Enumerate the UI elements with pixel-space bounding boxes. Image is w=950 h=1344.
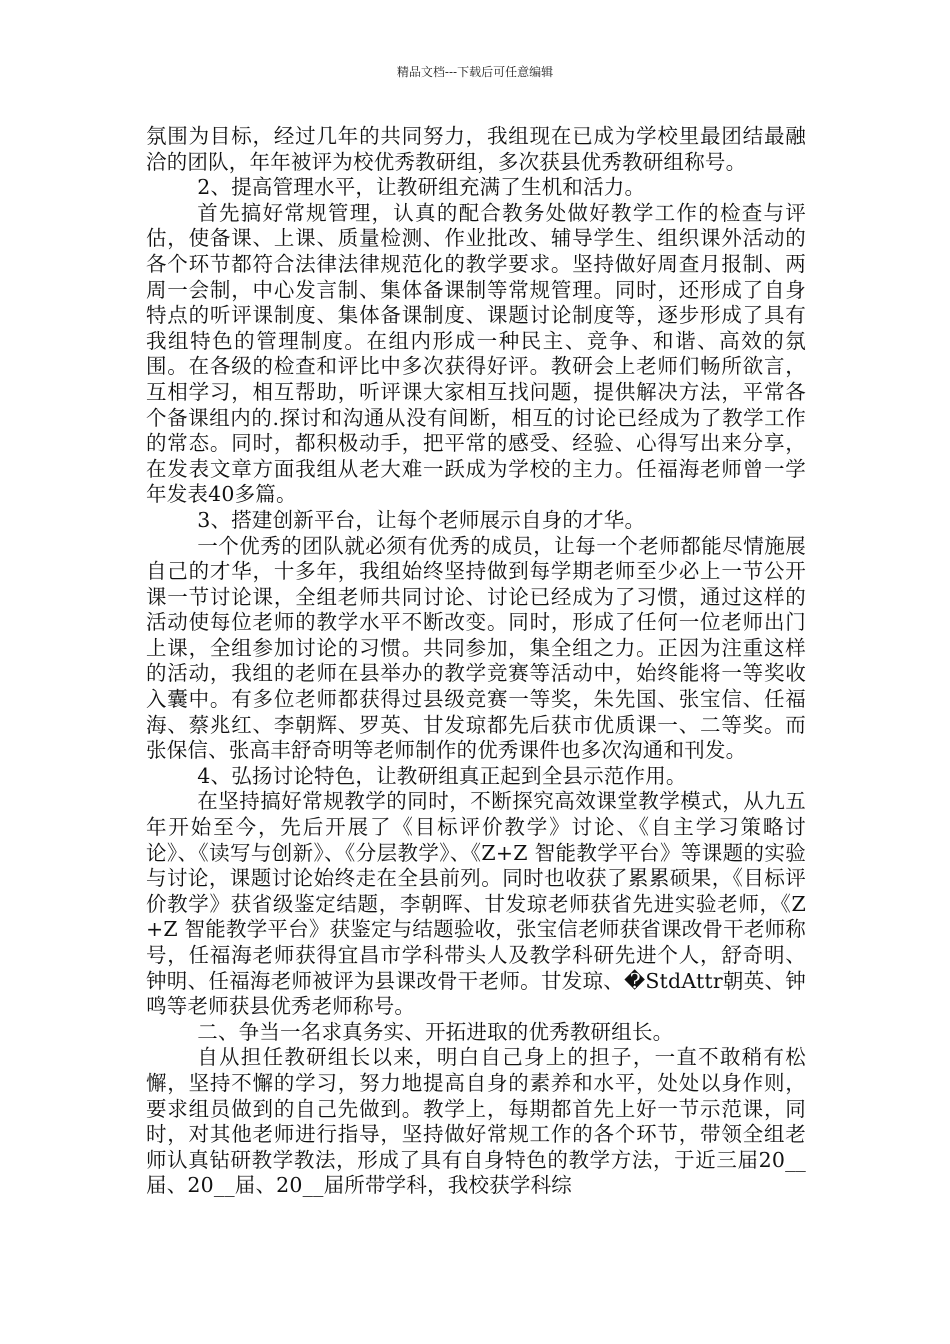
heading-management-level: 2、提高管理水平，让教研组充满了生机和活力。 [197, 175, 646, 200]
paragraph-continuation: 氛围为目标，经过几年的共同努力，我组现在已成为学校里最团结最融洽的团队，年年被评为校优秀教研组，多次获县优秀教研组称号。 [146, 124, 806, 174]
heading-section-two: 二、争当一名求真务实、开拓进取的优秀教研组长。 [197, 1019, 674, 1044]
document-body [146, 124, 806, 1199]
heading-research-features: 4、弘扬讨论特色，让教研组真正起到全县示范作用。 [197, 763, 687, 788]
paragraph-group-leader: 自从担任教研组长以来，明白自己身上的担子，一直不敢稍有松懈，坚持不懈的学习，努力地提高自身的素养和水平，处处以身作则，要求组员做到的自己先做到。教学上，每期都首先上好一节示范课，同时，对其他老师进行指导，坚持做好常规工作的各个环节，带领全组老师认真钻研教学教法，形成了具有自身特色的教学方法，于近三届20__届、20__届、20__届所带学科，我校获学科综 [146, 1045, 806, 1198]
paragraph-routine-management: 首先搞好常规管理，认真的配合教务处做好教学工作的检查与评估，使备课、上课、质量检测、作业批改、辅导学生、组织课外活动的各个环节都符合法律法律规范化的教学要求。坚持做好周查月报制、两周一会制，中心发言制、集体备课制等常规管理。同时，还形成了自身特点的听评课制度、集体备课制度、课题讨论制度等，逐步形成了具有我组特色的管理制度。在组内形成一种民主、竞争、和谐、高效的氛围。在各级的检查和评比中多次获得好评。教研会上老师们畅所欲言，互相学习，相互帮助，听评课大家相互找问题，提供解决方法，平常各个备课组内的.探讨和沟通从没有间断，相互的讨论已经成为了教学工作的常态。同时，都积极动手，把平常的感受、经验、心得写出来分享，在发表文章方面我组从老大难一跃成为学校的主力。任福海老师曾一学年发表40多篇。 [146, 200, 806, 507]
heading-innovation-platform: 3、搭建创新平台，让每个老师展示自身的才华。 [197, 507, 646, 532]
paragraph-classroom-research: 在坚持搞好常规教学的同时，不断探究高效课堂教学模式，从九五年开始至今，先后开展了《目标评价教学》讨论、《自主学习策略讨论》、《读写与创新》、《分层教学》、《Z+Z 智能教学平台》等课题的实验与讨论，课题讨论始终走在全县前列。同时也收获了累累硕果，《目标评价教学》获省级鉴定结题，李朝晖、甘发琼老师获省先进实验老师，《Z+Z 智能教学平台》获鉴定与结题验收，张宝信老师获省课改骨干老师称号，任福海老师获得宜昌市学科带头人及教学科研先进个人，舒奇明、钟明、任福海老师被评为县课改骨干老师。甘发琼、�StdAttr朝英、钟鸣等老师获县优秀老师称号。 [146, 789, 806, 1019]
page-header: 精品文档---下载后可任意编辑 [396, 65, 554, 79]
paragraph-excellent-team: 一个优秀的团队就必须有优秀的成员，让每一个老师都能尽情施展自己的才华，十多年，我组始终坚持做到每学期老师至少必上一节公开课一节讨论课，全组老师共同讨论、讨论已经成为了习惯，通过这样的活动使每位老师的教学水平不断改变。同时，形成了任何一位老师出门上课，全组参加讨论的习惯。共同参加，集全组之力。正因为注重这样的活动，我组的老师在县举办的教学竞赛等活动中，始终能将一等奖收入囊中。有多位老师都获得过县级竞赛一等奖，朱先国、张宝信、任福海、蔡兆红、李朝辉、罗英、甘发琼都先后获市优质课一、二等奖。而张保信、张高丰舒奇明等老师制作的优秀课件也多次沟通和刊发。 [146, 533, 806, 763]
